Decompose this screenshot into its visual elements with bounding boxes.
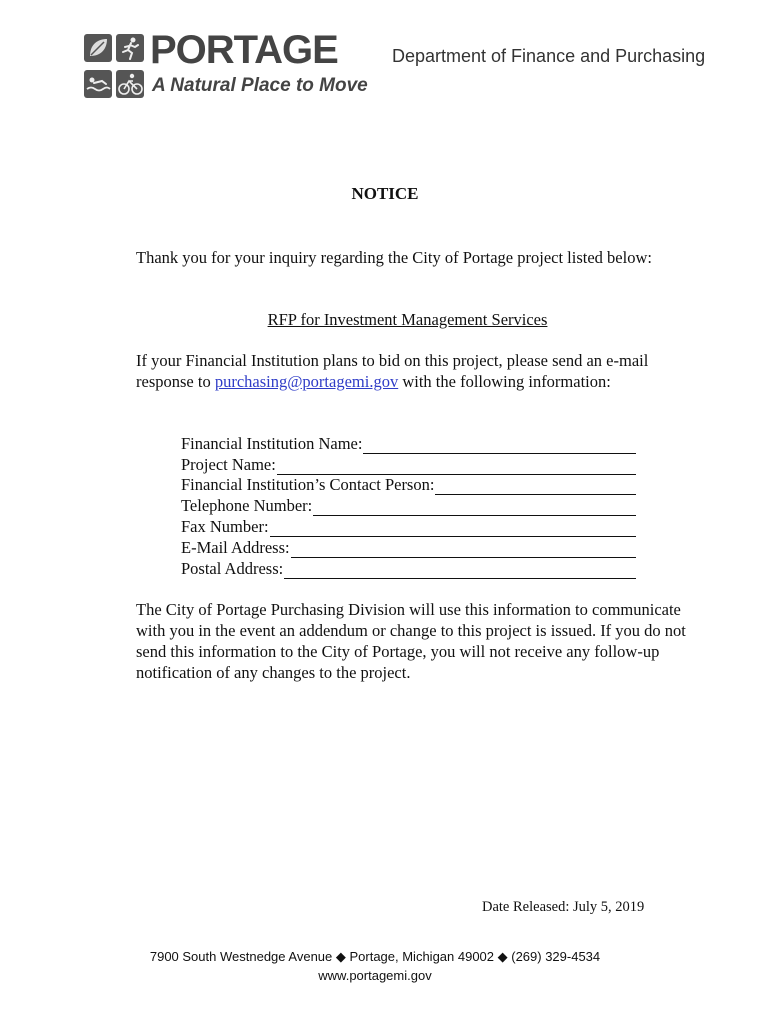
field-contact-person [181, 475, 636, 496]
field-blank-line [284, 563, 636, 579]
field-email [181, 537, 636, 558]
field-fax [181, 516, 636, 537]
field-blank-line [363, 438, 636, 454]
runner-icon [116, 34, 144, 62]
cyclist-icon [116, 70, 144, 98]
field-blank-line [435, 479, 636, 495]
field-label: Fax Number: [181, 516, 269, 536]
field-label: Financial Institution’s Contact Person: [181, 475, 435, 495]
field-label: Project Name: [181, 454, 276, 474]
field-label: Financial Institution Name: [181, 433, 363, 453]
field-institution-name [181, 433, 636, 454]
project-title: RFP for Investment Management Services [267, 310, 548, 329]
leaf-icon [84, 34, 112, 62]
department-name: Department of Finance and Purchasing [392, 46, 706, 66]
field-blank-line [277, 459, 636, 475]
info-field-list [181, 433, 636, 579]
date-released: Date Released: July 5, 2019 [482, 899, 645, 915]
field-blank-line [313, 500, 636, 516]
field-label: Postal Address: [181, 558, 284, 578]
instruction-text-before: If your Financial Institution plans to bid on this project, please send an e-mail response to [136, 351, 649, 391]
footer-address: 7900 South Westnedge Avenue ◆ Portage, Michigan 49002 ◆ (269) 329-4534 [149, 949, 601, 964]
footer-website: www.portagemi.gov [318, 968, 432, 983]
field-project-name [181, 454, 636, 475]
instruction-paragraph [136, 350, 696, 392]
closing-paragraph: The City of Portage Purchasing Division will use this information to communicate with you in the event an addendum or change to this project is issued. If you do not send this information to the City of Portage, you will not receive any follow-up notification of any changes to the project. [136, 600, 686, 682]
field-blank-line [270, 521, 636, 537]
field-label: E-Mail Address: [181, 537, 290, 557]
brand-name: PORTAGE [150, 28, 338, 72]
field-blank-line [291, 542, 636, 558]
intro-paragraph: Thank you for your inquiry regarding the City of Portage project listed below: [136, 248, 652, 267]
footer [0, 947, 750, 985]
purchasing-email-link[interactable]: purchasing@portagemi.gov [214, 372, 399, 391]
brand-tagline: A Natural Place to Move [152, 75, 368, 96]
field-postal-address [181, 558, 636, 579]
instruction-text-after: with the following information: [398, 372, 611, 391]
field-telephone [181, 495, 636, 516]
swimmer-icon [84, 70, 112, 98]
notice-title: NOTICE [351, 184, 419, 203]
field-label: Telephone Number: [181, 496, 313, 516]
